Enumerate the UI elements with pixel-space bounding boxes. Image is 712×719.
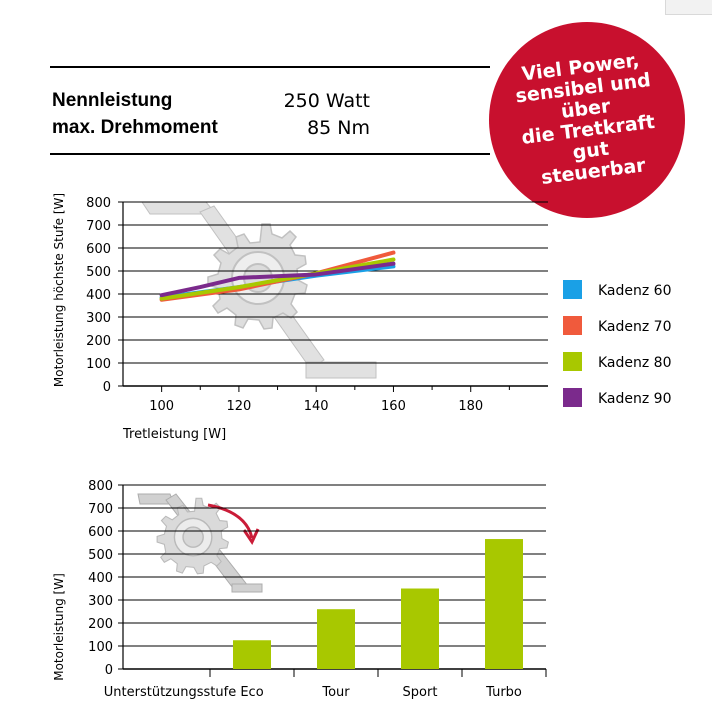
- legend-label: Kadenz 70: [598, 319, 672, 335]
- x-tick-label: 160: [381, 399, 406, 414]
- y-tick-label: 800: [88, 479, 113, 494]
- legend-label: Kadenz 80: [598, 355, 672, 371]
- y-tick-label: 200: [86, 334, 111, 349]
- nennleistung-label: Nennleistung: [52, 90, 173, 111]
- legend-label: Kadenz 60: [598, 283, 672, 299]
- y-axis-label: Motorleistung [W]: [52, 573, 66, 681]
- y-tick-label: 500: [86, 265, 111, 280]
- y-tick-label: 500: [88, 548, 113, 563]
- legend-swatch: [563, 280, 582, 299]
- x-tick-label: 180: [458, 399, 484, 414]
- y-tick-label: 200: [88, 617, 113, 632]
- legend-swatch: [563, 316, 582, 335]
- y-tick-label: 300: [88, 594, 113, 609]
- y-tick-label: 700: [86, 219, 111, 234]
- bar-chart: [52, 479, 546, 700]
- y-tick-label: 100: [86, 357, 111, 372]
- x-tick-label: Eco: [240, 685, 264, 700]
- y-tick-label: 700: [88, 502, 113, 517]
- promo-badge-text: Viel Power, sensibel und über die Tretkraft gut steuerbar: [514, 49, 657, 189]
- nennleistung-value: 250 Watt: [283, 90, 370, 112]
- drehmoment-label: max. Drehmoment: [52, 117, 218, 138]
- y-axis-label: Motorleistung höchste Stufe [W]: [52, 192, 66, 388]
- y-tick-label: 100: [88, 640, 113, 655]
- legend-swatch: [563, 352, 582, 371]
- x-tick-label: 120: [226, 399, 252, 414]
- x-tick-label: Turbo: [486, 685, 522, 700]
- line-chart-legend: [563, 280, 672, 407]
- x-axis-label: Unterstützungsstufe: [103, 685, 237, 700]
- y-tick-label: 400: [88, 571, 113, 586]
- y-tick-label: 600: [86, 242, 111, 257]
- y-tick-label: 300: [86, 311, 111, 326]
- legend-label: Kadenz 90: [598, 391, 672, 407]
- bar-eco: [233, 640, 271, 669]
- bar-tour: [317, 609, 355, 669]
- line-chart: [52, 193, 548, 442]
- y-tick-label: 600: [88, 525, 113, 540]
- legend-swatch: [563, 388, 582, 407]
- x-axis-label: Tretleistung [W]: [123, 427, 227, 442]
- x-tick-label: Tour: [322, 685, 350, 700]
- y-tick-label: 800: [86, 196, 111, 211]
- y-tick-label: 400: [86, 288, 111, 303]
- drehmoment-value: 85 Nm: [307, 117, 370, 139]
- bar-turbo: [485, 539, 523, 669]
- x-tick-label: Sport: [402, 685, 438, 700]
- y-tick-label: 0: [104, 663, 113, 678]
- x-tick-label: 100: [149, 399, 175, 414]
- x-tick-label: 140: [303, 399, 329, 414]
- y-tick-label: 0: [102, 380, 111, 395]
- bar-sport: [401, 589, 439, 670]
